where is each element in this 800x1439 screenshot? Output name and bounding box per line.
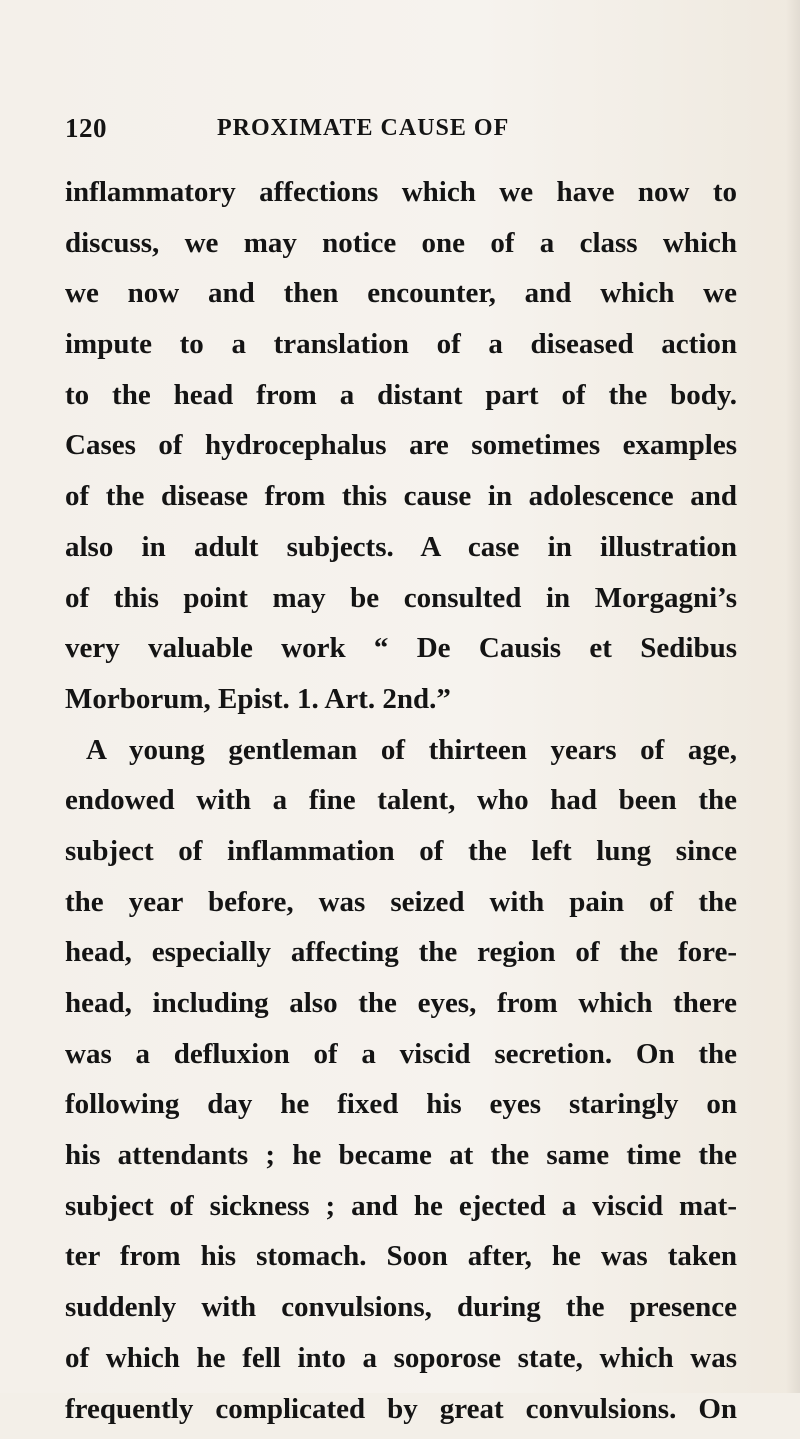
text-line: we now and then encounter, and which we [65,273,737,324]
page-number: 120 [65,108,107,148]
text-line: Cases of hydrocephalus are sometimes examples [65,425,737,476]
text-line: subject of sickness ; and he ejected a viscid mat- [65,1186,737,1237]
text-line: frequently complicated by great convulsions. On [65,1389,737,1439]
running-head: PROXIMATE CAUSE OF [217,108,617,148]
text-line: impute to a translation of a diseased action [65,324,737,375]
text-line: of this point may be consulted in Morgagni’s [65,578,737,629]
text-line: discuss, we may notice one of a class which [65,223,737,274]
text-line: very valuable work “ De Causis et Sedibus [65,628,737,679]
text-line: was a defluxion of a viscid secretion. On the [65,1034,737,1085]
text-line: ter from his stomach. Soon after, he was taken [65,1236,737,1287]
text-line: endowed with a fine talent, who had been the [65,780,737,831]
text-line: of the disease from this cause in adolescence and [65,476,737,527]
text-line: following day he fixed his eyes staringly on [65,1084,737,1135]
text-line: subject of inflammation of the left lung since [65,831,737,882]
text-line: also in adult subjects. A case in illustration [65,527,737,578]
page-header [65,108,735,148]
text-line: head, especially affecting the region of the fore- [65,932,737,983]
text-line: suddenly with convulsions, during the presence [65,1287,737,1338]
page-edge-shadow [786,0,800,1393]
text-line: his attendants ; he became at the same time the [65,1135,737,1186]
paragraph-start-line: A young gentleman of thirteen years of age, [65,730,737,781]
body-text [65,172,737,1439]
text-line: head, including also the eyes, from which there [65,983,737,1034]
text-line: the year before, was seized with pain of the [65,882,737,933]
text-line: inflammatory affections which we have now to [65,172,737,223]
text-line: to the head from a distant part of the body. [65,375,737,426]
text-line: Morborum, Epist. 1. Art. 2nd.” [65,679,737,730]
text-line: of which he fell into a soporose state, which was [65,1338,737,1389]
